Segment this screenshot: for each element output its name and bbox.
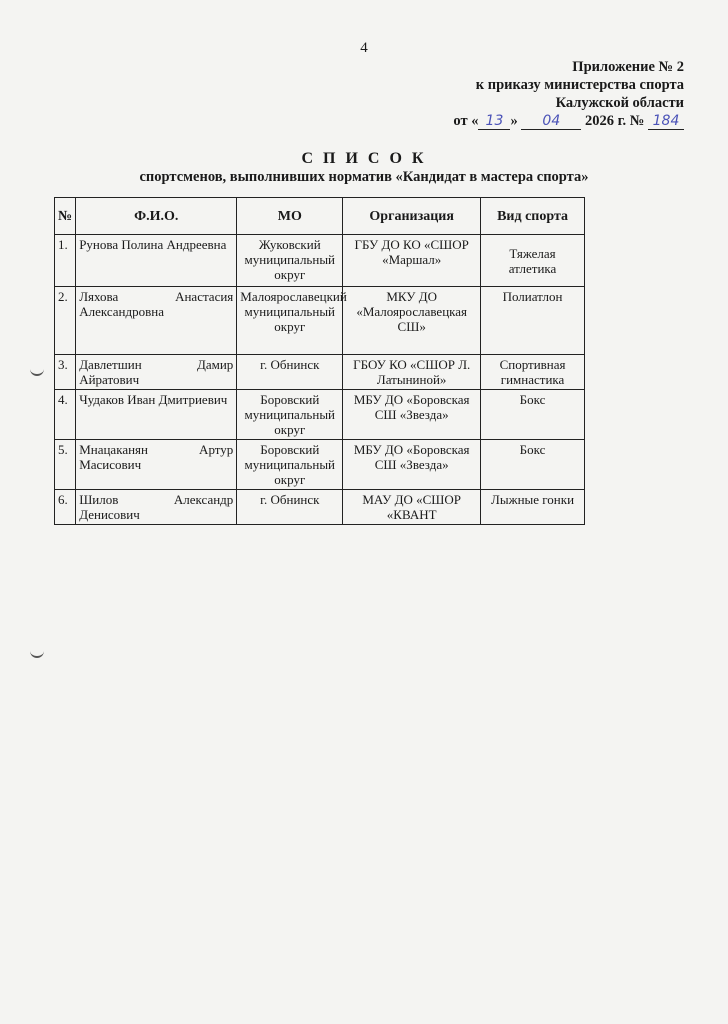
row-mo: Малоярославецкий муниципальный округ [237,287,343,355]
order-date-line [453,112,684,130]
row-organization: ГБУ ДО КО «СШОР «Маршал» [343,235,481,287]
title-block [0,150,728,186]
row-mo: Боровский муниципальный округ [237,390,343,440]
row-mo: Боровский муниципальный округ [237,440,343,490]
handwritten-order-number: 184 [648,113,684,130]
table-row [55,490,585,525]
page-number: 4 [360,40,368,56]
athletes-table [54,197,585,525]
row-num: 5. [55,440,76,490]
row-sport: Спортивная гимнастика [481,355,585,390]
table-row [55,440,585,490]
table-header-row [55,198,585,235]
row-organization: ГБОУ КО «СШОР Л. Латыниной» [343,355,481,390]
row-fio: Ляхова Анастасия Александровна [76,287,237,355]
table-row [55,287,585,355]
row-sport: Полиатлон [481,287,585,355]
row-mo: Жуковский муниципальный округ [237,235,343,287]
handwritten-month: 04 [521,113,581,130]
row-organization: МБУ ДО «Боровская СШ «Звезда» [343,390,481,440]
date-prefix: от « [453,113,479,129]
row-num: 1. [55,235,76,287]
document-subtitle: спортсменов, выполнивших норматив «Кандидат в мастера спорта» [139,169,589,185]
row-sport: Бокс [481,390,585,440]
table-row [55,235,585,287]
row-organization: МБУ ДО «Боровская СШ «Звезда» [343,440,481,490]
row-sport: Бокс [481,440,585,490]
order-reference: к приказу министерства спорта [475,77,684,93]
header-mo: МО [237,198,343,235]
appendix-label: Приложение № 2 [572,59,684,75]
approval-header [453,58,684,130]
row-fio: Рунова Полина Андреевна [76,235,237,287]
row-organization: МКУ ДО «Малоярославецкая СШ» [343,287,481,355]
row-mo: г. Обнинск [237,355,343,390]
header-fio: Ф.И.О. [76,198,237,235]
row-num: 4. [55,390,76,440]
row-fio: Чудаков Иван Дмитриевич [76,390,237,440]
row-sport: Тяжелая атлетика [481,235,585,287]
date-year: 2026 г. № [584,113,645,129]
binder-hole-mark [30,366,44,376]
header-sport: Вид спорта [481,198,585,235]
binder-hole-mark [30,648,44,658]
row-fio: Давлетшин Дамир Айратович [76,355,237,390]
row-fio: Мнацаканян Артур Масисович [76,440,237,490]
row-sport: Лыжные гонки [481,490,585,525]
table-row [55,355,585,390]
row-mo: г. Обнинск [237,490,343,525]
row-num: 2. [55,287,76,355]
table-row [55,390,585,440]
header-num: № [55,198,76,235]
handwritten-day: 13 [478,113,510,130]
date-mid: » [510,113,518,129]
row-num: 3. [55,355,76,390]
region-name: Калужской области [555,95,684,111]
row-fio: Шилов Александр Денисович [76,490,237,525]
document-title: С П И С О К [301,150,427,167]
row-num: 6. [55,490,76,525]
row-organization: МАУ ДО «СШОР «КВАНТ [343,490,481,525]
header-organization: Организация [343,198,481,235]
